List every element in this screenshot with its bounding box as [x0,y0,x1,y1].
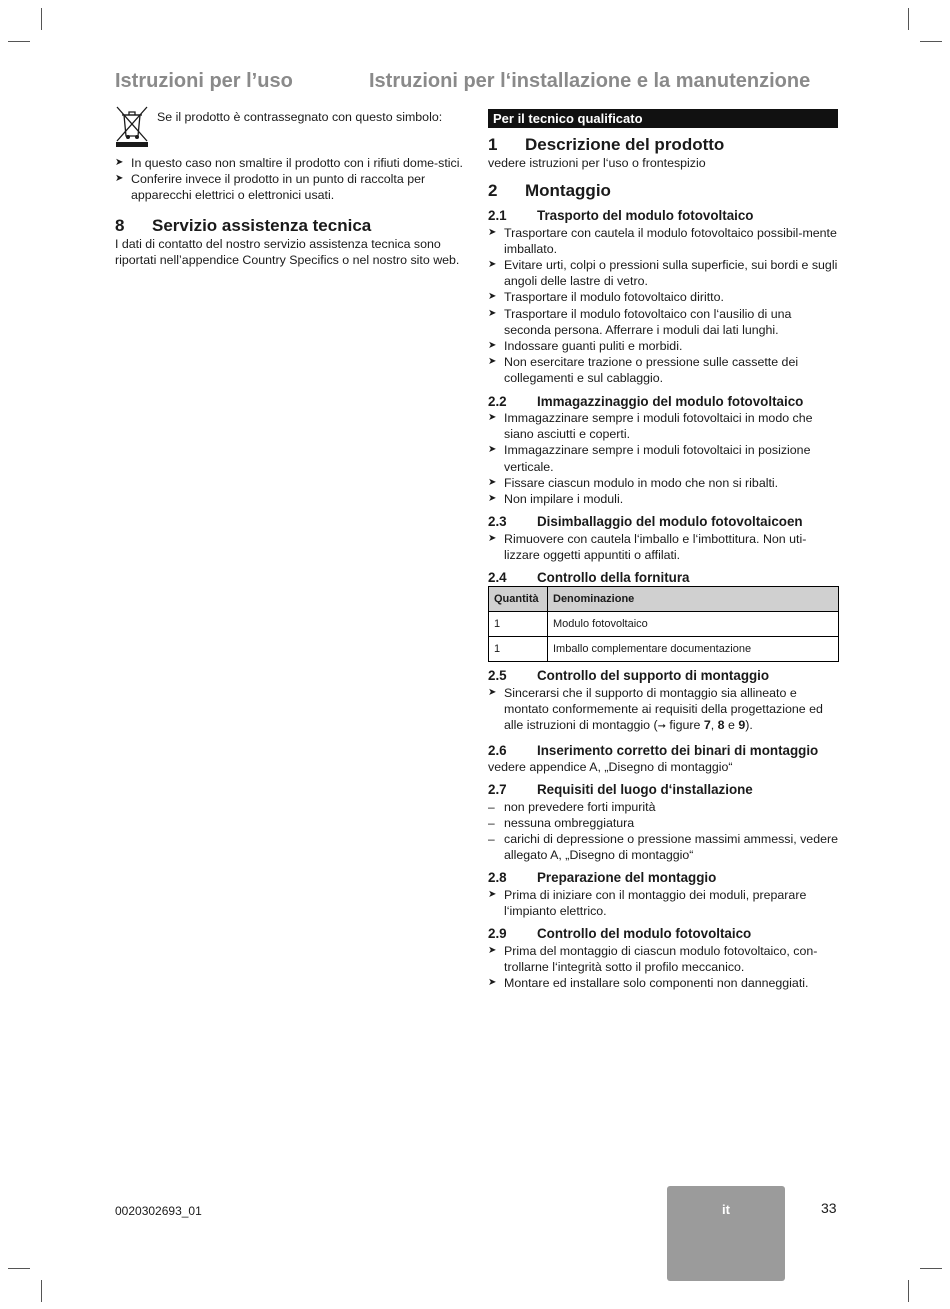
subsection-heading: 2.5 Controllo del supporto di montaggio [488,668,770,684]
figure-ref: 8 [717,718,725,733]
bullet-arrow-icon: ➤ [488,888,497,900]
list-item: ➤ Evitare urti, colpi o pressioni sulla superficie, sui bordi e sugli angoli delle lastre di vetro. [488,258,838,289]
figure-ref: 7 [703,718,711,733]
list-item: ➤ Immagazzinare sempre i moduli fotovoltaici in posizione verticale. [488,443,811,474]
bullet-list [488,943,838,992]
disposal-notice [115,105,465,147]
list-item: ➤ Montare ed installare solo componenti non danneggiati. [488,975,809,990]
dash-marker: – [488,799,495,814]
audience-banner: Per il tecnico qualificato [488,109,838,128]
section-text: vedere appendice A, „Disegno di montaggio“ [488,759,733,774]
table-header-row [489,587,839,612]
list-item: ➤ Immagazzinare sempre i moduli fotovoltaici in modo che siano asciutti e coperti. [488,411,813,442]
bullet-list [488,685,838,736]
bullet-arrow-icon: ➤ [488,944,497,956]
bullet-arrow-icon: ➤ [488,356,497,368]
table-cell: Imballo complementare documentazione [548,637,839,662]
crop-mark [908,1280,909,1302]
list-item: ➤ Non esercitare trazione o pressione sulle cassette dei collegamenti e sul cablaggio. [488,355,799,386]
header-left-title: Istruzioni per l’uso [115,70,293,92]
bullet-arrow-icon: ➤ [488,226,497,238]
list-item: ➤ Fissare ciascun modulo in modo che non si ribalti. [488,475,779,490]
list-item: ➤ Trasportare con cautela il modulo fotovoltaico possibil-mente imballato. [488,225,837,256]
list-item: ➤ In questo caso non smaltire il prodotto con i rifiuti dome-stici. [115,156,463,170]
disposal-list [115,155,465,204]
section-text: vedere istruzioni per l‘uso o frontespizio [488,156,706,170]
page-number: 33 [821,1200,837,1216]
list-item: – carichi di depressione o pressione massimi ammessi, vedere allegato A, „Disegno di montaggio“ [488,831,838,863]
section-heading: 2 Montaggio [488,181,611,201]
section-heading: 8 Servizio assistenza tecnica [115,215,372,235]
list-item: – nessuna ombreggiatura [488,815,635,830]
figure-ref: 9 [738,718,746,733]
bullet-list [488,410,838,507]
dash-marker: – [488,815,495,830]
bullet-list [488,531,838,563]
bullet-arrow-icon: ➤ [488,476,497,488]
dash-list [488,799,838,864]
subsection-heading: 2.4 Controllo della fornitura [488,570,690,586]
crossed-out-wheelie-bin-icon [115,105,149,147]
symbol-text: Se il prodotto è contrassegnato con questo simbolo: [157,110,443,124]
dash-marker: – [488,831,495,846]
subsection-heading: 2.2 Immagazzinaggio del modulo fotovoltaico [488,393,804,409]
list-item: ➤ Sincerarsi che il supporto di montaggio sia allineato e montato conformemente ai requisiti della progettazione ed alle istruzioni di montaggio (➞ figure 7, 8 e 9). [488,685,823,733]
list-item: ➤ Trasportare il modulo fotovoltaico diritto. [488,290,724,305]
table-row [489,612,839,637]
list-item: ➤ Indossare guanti puliti e morbidi. [488,339,683,354]
table-header-cell: Denominazione [548,587,839,612]
list-item: ➤ Trasportare il modulo fotovoltaico con l‘ausilio di una seconda persona. Afferrare i moduli dai lati lunghi. [488,306,792,337]
table-header-cell: Quantità [489,587,548,612]
subsection-heading: 2.3 Disimballaggio del modulo fotovoltaicoen [488,514,803,530]
language-tab: it [667,1186,785,1281]
section-text: I dati di contatto del nostro servizio assistenza tecnica sono riportati nell’appendice Country Specifics o nel nostro sito web. [115,236,460,267]
bullet-arrow-icon: ➤ [488,976,497,988]
bullet-arrow-icon: ➤ [488,686,497,698]
table-cell: 1 [489,612,548,637]
header-right-title: Istruzioni per l‘installazione e la manutenzione [369,70,811,92]
reference-arrow-icon: ➞ [657,721,666,733]
right-column [488,109,838,991]
crop-mark [41,8,42,30]
crop-mark [41,1280,42,1302]
bullet-list [488,225,838,387]
list-item: – non prevedere forti impurità [488,799,656,814]
subsection-heading: 2.1 Trasporto del modulo fotovoltaico [488,208,754,224]
bullet-arrow-icon: ➤ [488,340,497,352]
delivery-table [488,586,839,662]
crop-mark [908,8,909,30]
bullet-arrow-icon: ➤ [115,157,124,168]
subsection-heading: 2.9 Controllo del modulo fotovoltaico [488,926,752,942]
list-item: ➤ Prima di iniziare con il montaggio dei moduli, preparare l‘impianto elettrico. [488,887,807,918]
table-row [489,637,839,662]
list-item: ➤ Rimuovere con cautela l‘imballo e l‘imbottitura. Non uti-lizzare oggetti appuntiti o affilati. [488,531,807,562]
crop-mark [920,41,942,42]
subsection-heading: 2.7 Requisiti del luogo d‘installazione [488,782,753,798]
bullet-arrow-icon: ➤ [488,307,497,319]
bullet-arrow-icon: ➤ [488,259,497,271]
bullet-arrow-icon: ➤ [488,532,497,544]
subsection-heading: 2.6 Inserimento corretto dei binari di montaggio [488,742,819,758]
list-item: ➤ Conferire invece il prodotto in un punto di raccolta per apparecchi elettrici o elettronici usati. [115,172,426,203]
crop-mark [8,1268,30,1269]
table-cell: 1 [489,637,548,662]
crop-mark [8,41,30,42]
left-column [115,105,465,268]
subsection-heading: 2.8 Preparazione del montaggio [488,870,717,886]
bullet-arrow-icon: ➤ [488,493,497,505]
bullet-arrow-icon: ➤ [115,173,124,185]
table-cell: Modulo fotovoltaico [548,612,839,637]
bullet-arrow-icon: ➤ [488,291,497,303]
bullet-list [488,887,838,919]
document-number: 0020302693_01 [115,1204,202,1218]
list-item: ➤ Non impilare i moduli. [488,492,624,507]
bullet-arrow-icon: ➤ [488,412,497,424]
crop-mark [920,1268,942,1269]
list-item: ➤ Prima del montaggio di ciascun modulo fotovoltaico, con-trollarne l‘integrità sotto il profilo meccanico. [488,943,818,974]
section-heading: 1 Descrizione del prodotto [488,135,725,154]
bullet-arrow-icon: ➤ [488,444,497,456]
